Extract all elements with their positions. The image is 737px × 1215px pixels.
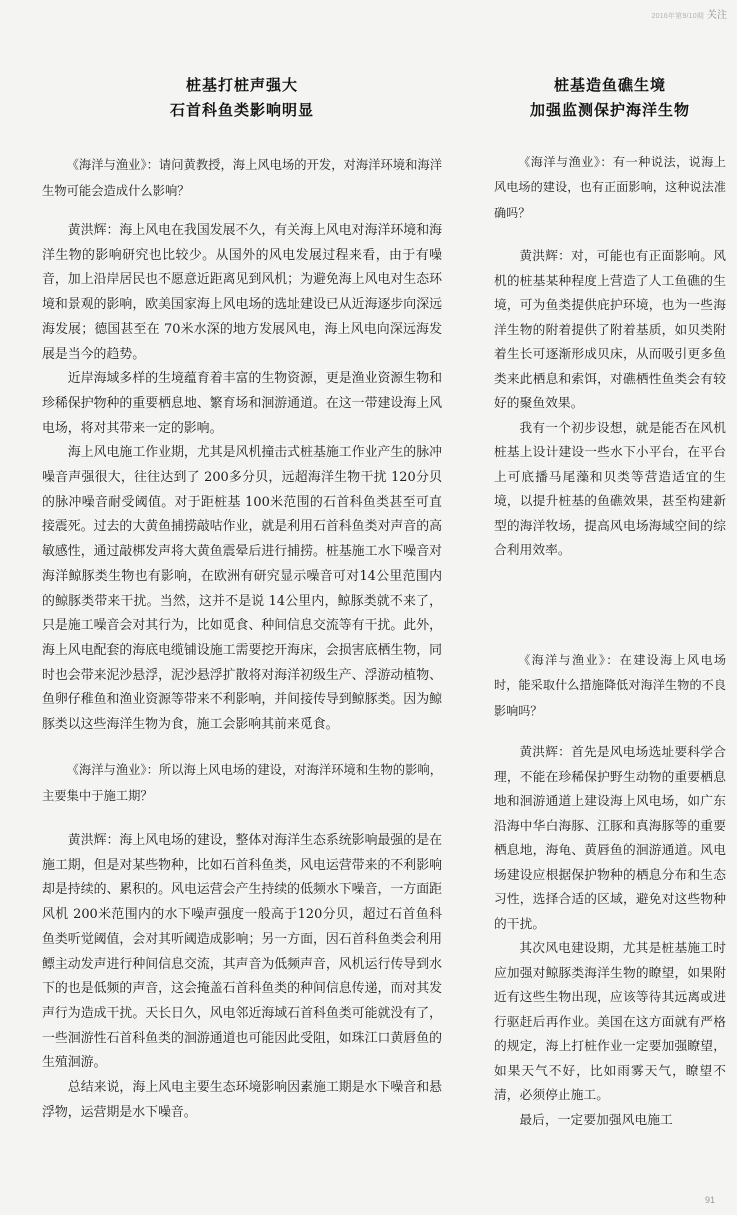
- page-number: 91: [704, 1195, 715, 1205]
- right-answer-2: [494, 740, 726, 1132]
- running-header: [567, 6, 727, 22]
- paragraph: 黄洪辉：首先是风电场选址要科学合理，不能在珍稀保护野生动物的重要栖息地和洄游通道上建设海上风电场，如广东沿海中华白海豚、江豚和真海豚等的重要栖息地，海龟、黄唇鱼的洄游通道。风电场建设应根据保护物种的栖息分布和生态习性，选择合适的区域，避免对这些物种的干扰。: [494, 744, 726, 931]
- left-answer-2: [42, 829, 442, 1125]
- left-section-title: 桩基打桩声强大 石首科鱼类影响明显: [169, 76, 314, 119]
- paragraph: 海上风电施工作业期，尤其是风机撞击式桩基施工作业产生的脉冲噪音声强很大，往往达到了 200多分贝，远超海洋生物干扰 120分贝的脉冲噪音耐受阈值。对于距桩基 100米范围的石首科鱼类甚至可直接震死。过去的大黄鱼捕捞敲咕作业，就是利用石首科鱼类对声音的高敏感性，通过敲梆发声将大黄鱼震晕后进行捕捞。桩基施工水下噪音对海洋鲸豚类生物也有影响，在欧洲有研究显示噪音可对14公里范围内的鲸豚类带来干扰。当然，这并不是说 14公里内，鲸豚类就不来了，只是施工噪音会对其行为，比如觅食、种间信息交流等有干扰。此外，海上风电配套的海底电缆铺设施工需要挖开海床，会损害底栖生物，同时也会带来泥沙悬浮，泥沙悬浮扩散将对海洋初级生产、浮游动植物、鱼卵仔稚鱼和渔业资源等带来不利影响，并间接传导到鲸豚类。因为鲸豚类以这些海洋生物为食，施工会影响其前来觅食。: [42, 445, 442, 733]
- issue-label: 2016年第9/10期: [651, 13, 704, 20]
- paragraph: 最后，一定要加强风电施工: [519, 1111, 673, 1127]
- left-answer-1: [42, 219, 442, 738]
- right-section-title: 桩基造鱼礁生境 加强监测保护海洋生物: [529, 76, 690, 119]
- left-question-1: 《海洋与渔业》：请问黄教授，海上风电场的开发，对海洋环境和海洋生物可能会造成什么影响？: [42, 158, 442, 198]
- paragraph: 黄洪辉：对，可能也有正面影响。风机的桩基某种程度上营造了人工鱼礁的生境，可为鱼类提供庇护环境，也为一些海洋生物的附着提供了附着基质，如贝类附着生长可逐渐形成贝床，从而吸引更多鱼类来此栖息和索饵，对礁栖性鱼类会有较好的聚鱼效果。: [494, 248, 726, 410]
- paragraph: 其次风电建设期，尤其是桩基施工时应加强对鲸豚类海洋生物的瞭望，如果附近有这些生物出现，应该等待其远离或进行驱赶后再作业。美国在这方面就有严格的规定，海上打桩作业一定要加强瞭望，如果天气不好，比如雨雾天气，瞭望不清，必须停止施工。: [494, 940, 726, 1102]
- paragraph: 近岸海域多样的生境蕴育着丰富的生物资源，更是渔业资源生物和珍稀保护物种的重要栖息地、繁育场和洄游通道。在这一带建设海上风电场，将对其带来一定的影响。: [42, 371, 442, 436]
- right-question-1: 《海洋与渔业》：有一种说法，说海上风电场的建设，也有正面影响，这种说法准确吗？: [494, 155, 726, 220]
- left-question-2: 《海洋与渔业》：所以海上风电场的建设，对海洋环境和生物的影响，主要集中于施工期？: [42, 763, 442, 803]
- section-label: 关注: [707, 10, 727, 21]
- right-answer-1: [494, 244, 726, 563]
- paragraph: 黄洪辉：海上风电场的建设，整体对海洋生态系统影响最强的是在施工期，但是对某些物种，比如石首科鱼类，风电运营带来的不利影响却是持续的、累积的。风电运营会产生持续的低频水下噪音，一方面距风机 200米范围内的水下噪声强度一般高于120分贝，超过石首鱼科鱼类听觉阈值，会对其听阈造成影响；另一方面，因石首科鱼类会利用鳔主动发声进行种间信息交流，其声音为低频声音，风机运行传导到水下的也是低频的声音，这会掩盖石首科鱼类的种间信息传递，而对其发声行为造成干扰。天长日久，风电邻近海域石首科鱼类可能就没有了，一些洄游性石首科鱼类的洄游通道也可能因此受阻，如珠江口黄唇鱼的生殖洄游。: [42, 833, 442, 1071]
- right-question-2: 《海洋与渔业》：在建设海上风电场时，能采取什么措施降低对海洋生物的不良影响吗？: [494, 653, 726, 718]
- paragraph: 黄洪辉：海上风电在我国发展不久，有关海上风电对海洋环境和海洋生物的影响研究也比较少。从国外的风电发展过程来看，由于有噪音，加上沿岸居民也不愿意近距离见到风机；为避免海上风电对生态环境和景观的影响，欧美国家海上风电场的选址建设已从近海逐步向深远海发展；德国甚至在 70米水深的地方发展风电，海上风电向深远海发展是当今的趋势。: [42, 223, 442, 362]
- paragraph: 总结来说，海上风电主要生态环境影响因素施工期是水下噪音和悬浮物，运营期是水下噪音。: [42, 1080, 442, 1120]
- paragraph: 我有一个初步设想，就是能否在风机桩基上设计建设一些水下小平台，在平台上可底播马尾藻和贝类等营造适宜的生境，以提升桩基的鱼礁效果，甚至构建新型的海洋牧场，提高风电场海域空间的综合利用效率。: [494, 419, 726, 557]
